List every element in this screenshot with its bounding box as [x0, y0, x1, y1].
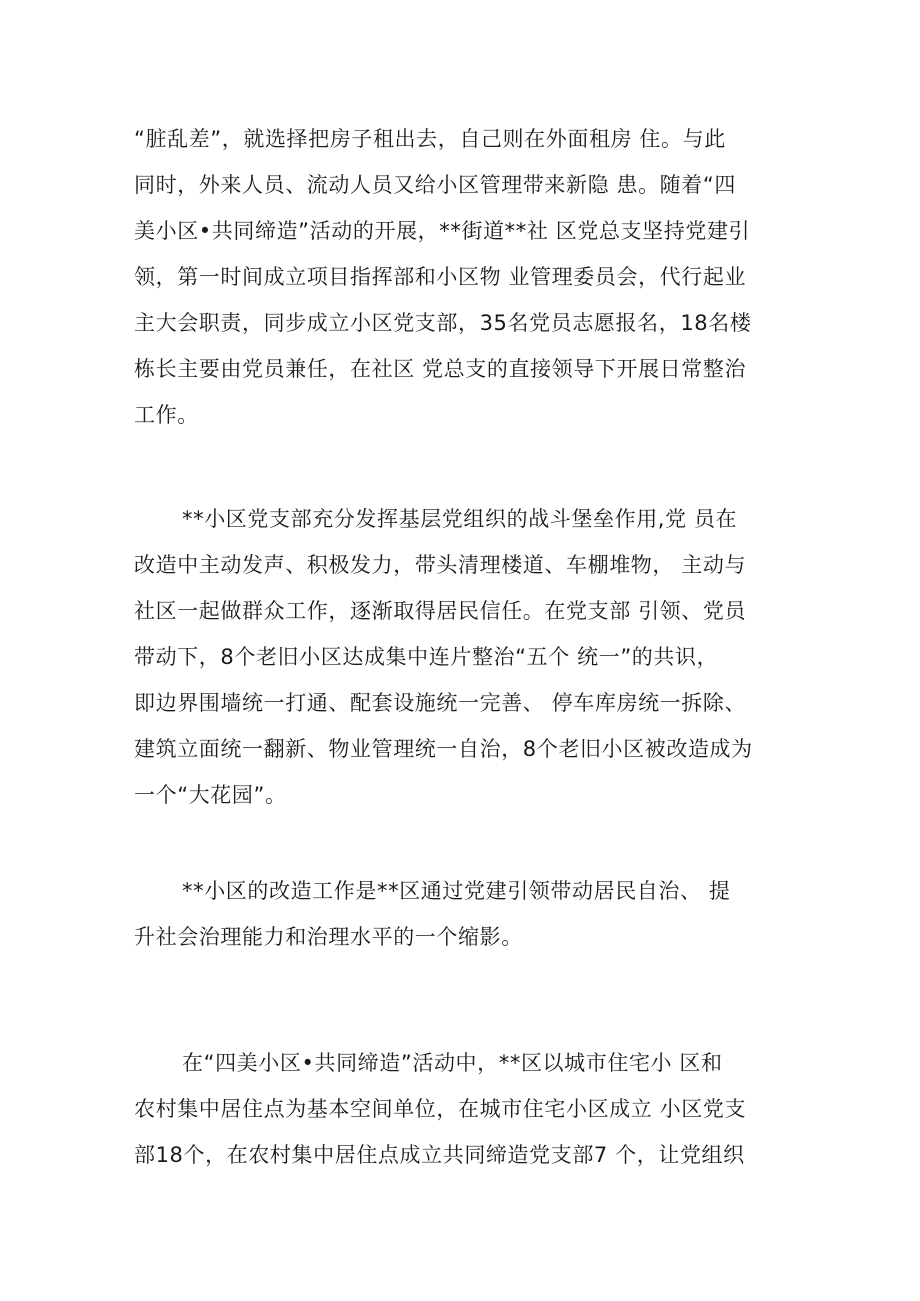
text-line: 同时，外来人员、流动人员又给小区管理带来新隐 患。随着“四 [134, 173, 736, 197]
text-line: 在“四美小区•共同缔造”活动中，**区以城市住宅小 区和 [182, 1051, 723, 1075]
text-line: 领，第一时间成立项目指挥部和小区物 业管理委员会，代行起业 [134, 265, 747, 289]
text-line: 农村集中居住点为基本空间单位，在城市住宅小区成立 小区党支 [134, 1097, 747, 1121]
text-line: **小区党支部充分发挥基层党组织的战斗堡垒作用,党 员在 [182, 507, 738, 531]
text-line: 美小区•共同缔造”活动的开展，**街道**社 区党总支坚持党建引 [134, 219, 751, 243]
text-line: 建筑立面统一翻新、物业管理统一自治，8个老旧小区被改造成为 [134, 737, 753, 761]
paragraph-4 [134, 1040, 794, 1178]
text-line: 主大会职责，同步成立小区党支部，35名党员志愿报名，18名楼 [134, 311, 752, 335]
text-line: 即边界围墙统一打通、配套设施统一完善、 停车库房统一拆除、 [134, 691, 747, 715]
text-line: “脏乱差”，就选择把房子租出去，自己则在外面租房 住。与此 [134, 127, 726, 151]
text-line: 升社会治理能力和治理水平的一个缩影。 [134, 925, 523, 949]
text-line: 一个“大花园”。 [134, 783, 287, 807]
text-line: 改造中主动发声、积极发力，带头清理楼道、车棚堆物， 主动与 [134, 553, 747, 577]
text-line: 工作。 [134, 403, 199, 427]
text-line: 栋长主要由党员兼任，在社区 党总支的直接领导下开展日常整治 [134, 357, 747, 381]
text-line: **小区的改造工作是**区通过党建引领带动居民自治、 提 [182, 879, 731, 903]
text-line: 部18个，在农村集中居住点成立共同缔造党支部7 个，让党组织 [134, 1143, 745, 1167]
text-line: 社区一起做群众工作，逐渐取得居民信任。在党支部 引领、党员 [134, 599, 747, 623]
text-line: 带动下，8个老旧小区达成集中连片整治“五个 统一”的共识， [134, 645, 719, 669]
paragraph-2 [134, 496, 794, 818]
paragraph-3 [134, 868, 794, 960]
paragraph-1 [134, 116, 794, 438]
